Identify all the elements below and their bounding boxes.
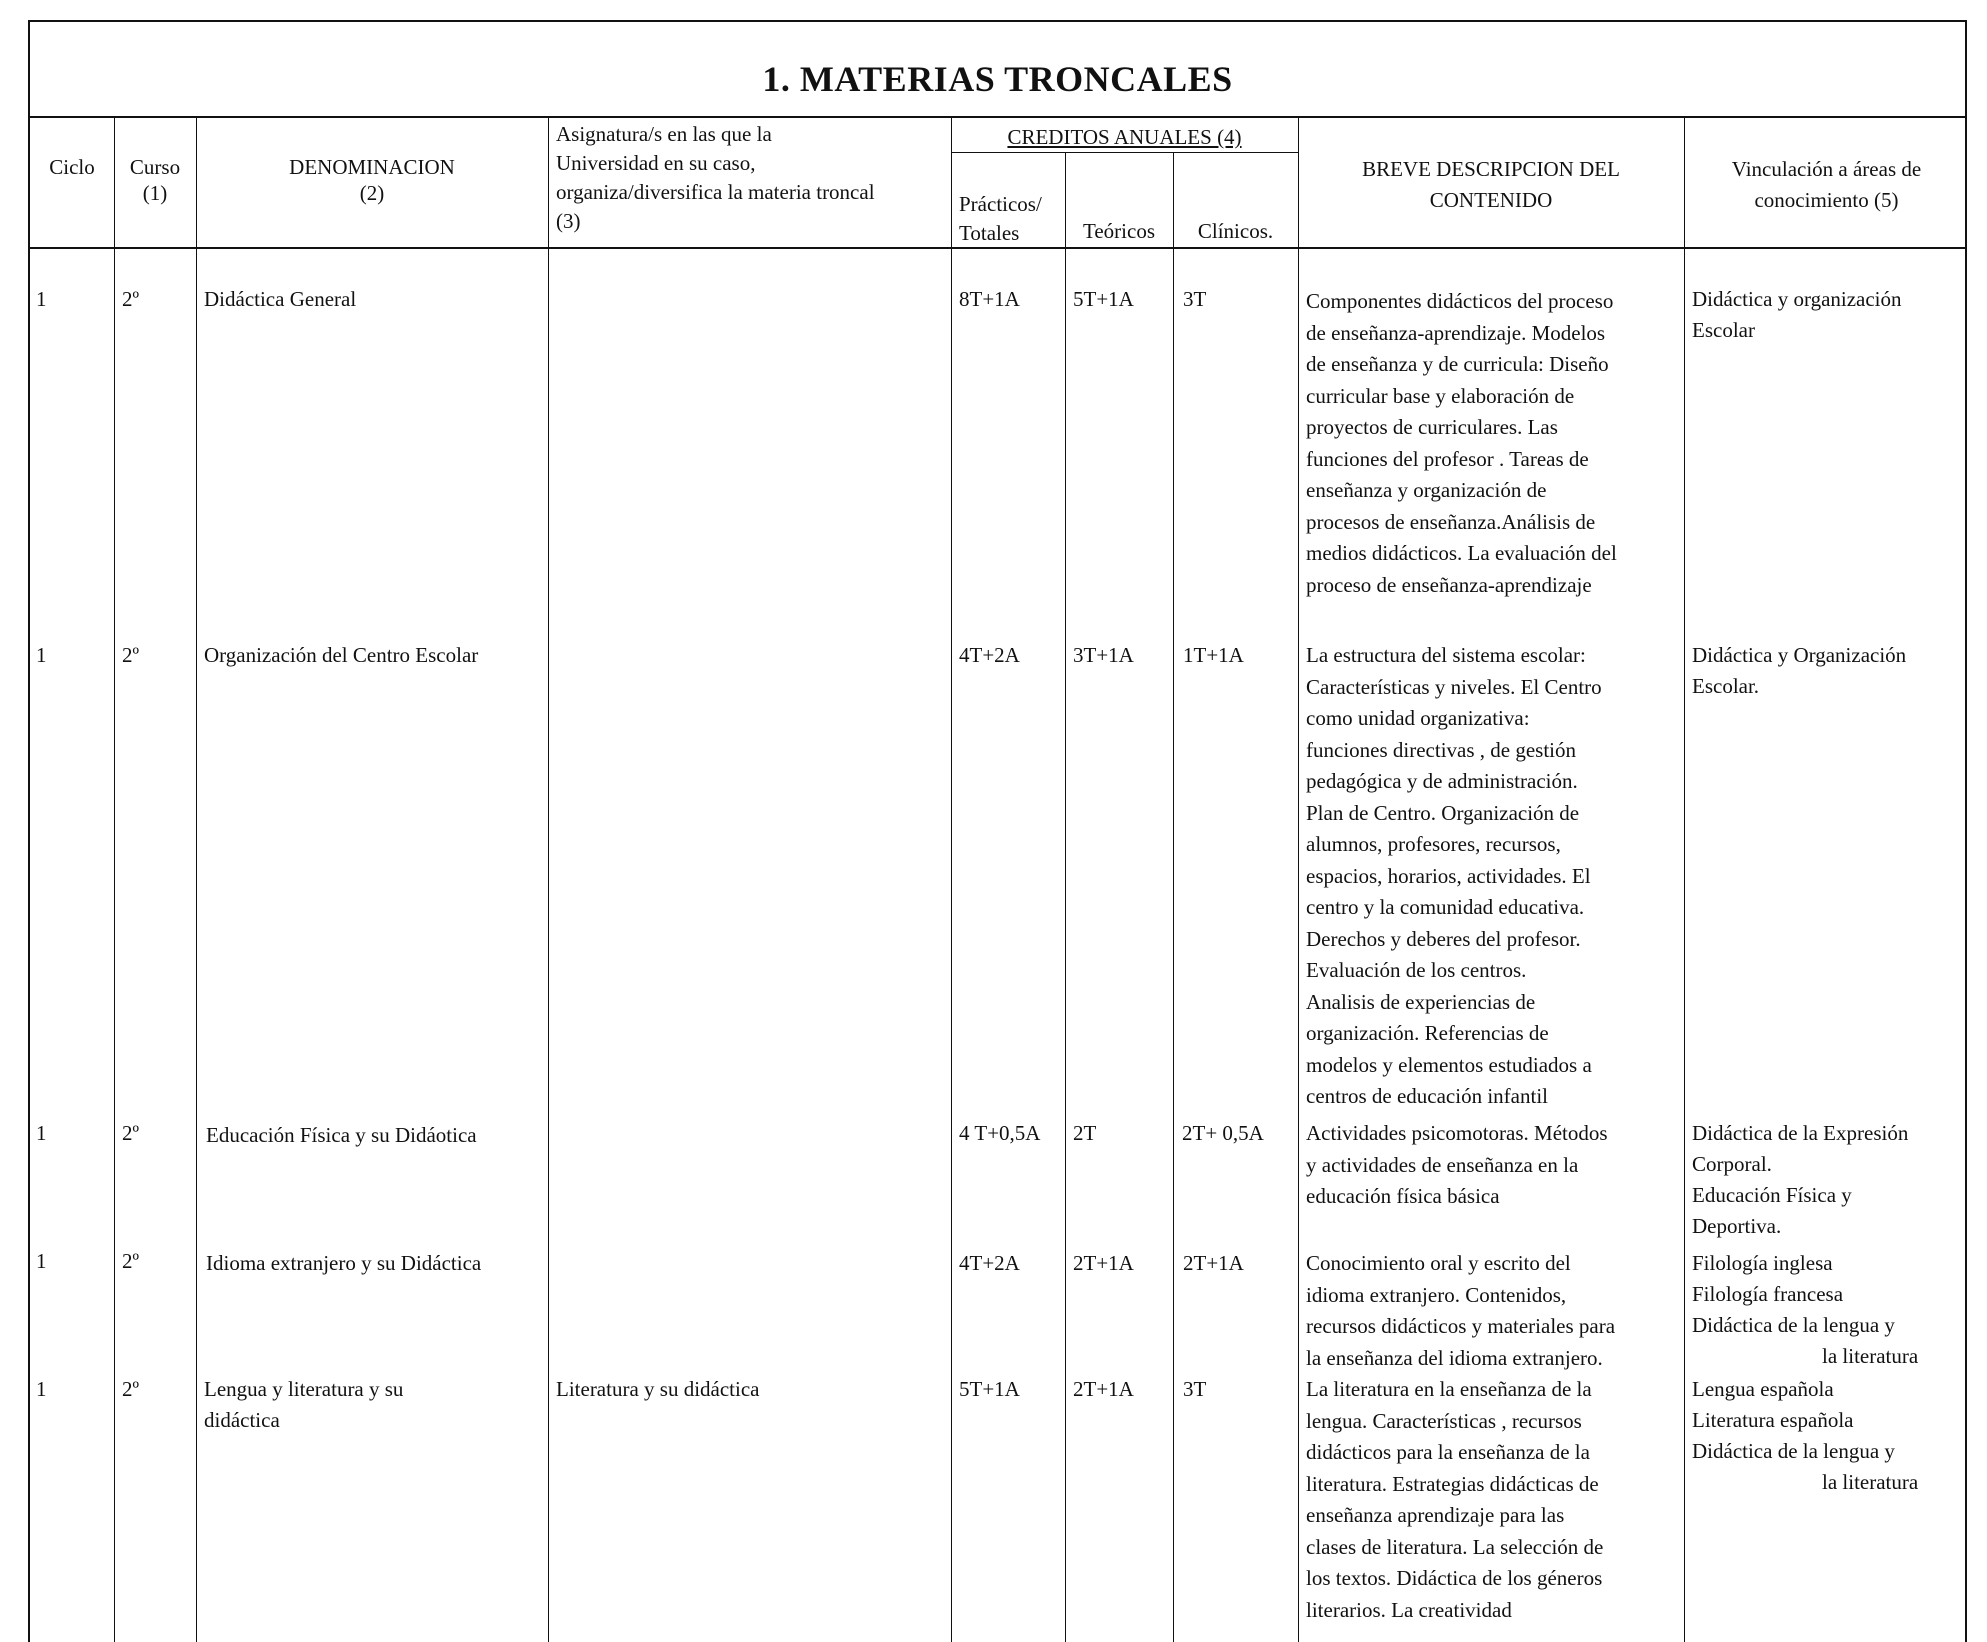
desc-line: de enseñanza-aprendizaje. Modelos bbox=[1306, 320, 1606, 345]
desc-line: de enseñanza y de curricula: Diseño bbox=[1306, 352, 1609, 376]
desc-line: curricular base y elaboración de bbox=[1306, 383, 1575, 408]
row5-curso: 2º bbox=[122, 1377, 140, 1401]
header-practicos-totales bbox=[959, 190, 1065, 248]
row5-asignatura: Literatura y su didáctica bbox=[556, 1377, 760, 1401]
desc-line: La estructura del sistema escolar: bbox=[1306, 643, 1586, 667]
row5-totales: 5T+1A bbox=[959, 1377, 1020, 1401]
row2-denominacion: Organización del Centro Escolar bbox=[204, 643, 479, 667]
desc-line: Componentes didácticos del proceso bbox=[1306, 289, 1614, 313]
row1-descripcion bbox=[1306, 286, 1617, 601]
desc-line: idioma extranjero. Contenidos, bbox=[1306, 1282, 1567, 1307]
row4-descripcion bbox=[1306, 1248, 1615, 1374]
row2-clinicos: 1T+1A bbox=[1183, 643, 1244, 667]
row2-totales: 4T+2A bbox=[959, 643, 1020, 667]
header-asignatura-line: organiza/diversifica la materia troncal bbox=[556, 180, 875, 204]
col-divider-totales bbox=[1065, 152, 1066, 1642]
header-asignatura bbox=[556, 120, 948, 236]
col-divider-asignatura bbox=[951, 118, 952, 1642]
header-denominacion-label: DENOMINACION bbox=[289, 155, 455, 179]
desc-line: enseñanza y organización de bbox=[1306, 478, 1547, 502]
denom-line: Lengua y literatura y su bbox=[204, 1377, 404, 1401]
vinc-line: Didáctica y Organización bbox=[1692, 643, 1907, 667]
row5-teoricos: 2T+1A bbox=[1073, 1377, 1134, 1401]
row3-descripcion bbox=[1306, 1118, 1608, 1213]
vinc-line: Didáctica de la lengua y bbox=[1692, 1313, 1895, 1337]
row5-clinicos: 3T bbox=[1183, 1377, 1207, 1401]
desc-line: didácticos para la enseñanza de la bbox=[1306, 1440, 1590, 1464]
row4-denominacion: Idioma extranjero y su Didáctica bbox=[206, 1251, 482, 1275]
document-page bbox=[28, 20, 1967, 1642]
header-vinculacion bbox=[1684, 154, 1969, 216]
vinc-line: la literatura bbox=[1822, 1470, 1919, 1494]
row1-ciclo: 1 bbox=[36, 287, 47, 311]
desc-line: centro y la comunidad educativa. bbox=[1306, 895, 1585, 919]
vinc-line: Escolar. bbox=[1692, 674, 1760, 698]
header-breve-line: CONTENIDO bbox=[1429, 188, 1553, 212]
row3-curso: 2º bbox=[122, 1121, 140, 1145]
row5-denominacion bbox=[204, 1374, 403, 1436]
desc-line: enseñanza aprendizaje para las bbox=[1306, 1503, 1565, 1527]
desc-line: y actividades de enseñanza en la bbox=[1306, 1152, 1579, 1177]
row4-vinculacion bbox=[1692, 1248, 1918, 1372]
header-totales: Totales bbox=[959, 221, 1020, 245]
row4-curso: 2º bbox=[122, 1249, 140, 1273]
desc-line: Plan de Centro. Organización de bbox=[1306, 800, 1580, 825]
row4-clinicos: 2T+1A bbox=[1183, 1251, 1244, 1275]
page-title: 1. MATERIAS TRONCALES bbox=[762, 59, 1233, 99]
desc-line: espacios, horarios, actividades. El bbox=[1306, 863, 1591, 888]
row5-vinculacion bbox=[1692, 1374, 1918, 1498]
creditos-underline bbox=[951, 152, 1298, 153]
header-breve-line: BREVE DESCRIPCION DEL bbox=[1362, 157, 1620, 181]
row2-ciclo: 1 bbox=[36, 643, 47, 667]
row2-teoricos: 3T+1A bbox=[1073, 643, 1134, 667]
header-denominacion bbox=[196, 154, 548, 207]
col-divider-denominacion bbox=[548, 118, 549, 1642]
row4-teoricos: 2T+1A bbox=[1073, 1251, 1134, 1275]
desc-line: proyectos de curriculares. Las bbox=[1306, 415, 1558, 439]
desc-line: proceso de enseñanza-aprendizaje bbox=[1306, 572, 1592, 597]
vinc-line: Literatura española bbox=[1692, 1408, 1854, 1432]
header-denominacion-note: (2) bbox=[359, 181, 385, 206]
row1-curso: 2º bbox=[122, 287, 140, 311]
header-asignatura-line: Universidad en su caso, bbox=[556, 151, 756, 175]
header-curso-note: (1) bbox=[142, 181, 168, 206]
header-breve-descripcion bbox=[1298, 154, 1684, 216]
col-divider-creditos bbox=[1298, 118, 1299, 1642]
desc-line: Evaluación de los centros. bbox=[1306, 958, 1527, 982]
vinc-line: Didáctica y organización bbox=[1692, 287, 1902, 311]
row4-ciclo: 1 bbox=[36, 1249, 47, 1273]
vinc-line: Lengua española bbox=[1692, 1377, 1834, 1401]
col-divider-ciclo bbox=[114, 118, 115, 1642]
row3-teoricos: 2T bbox=[1073, 1121, 1097, 1145]
col-divider-teoricos bbox=[1173, 152, 1174, 1642]
vinc-line: Didáctica de la lengua y bbox=[1692, 1439, 1895, 1463]
desc-line: literarios. La creatividad bbox=[1306, 1597, 1512, 1622]
row1-totales: 8T+1A bbox=[959, 287, 1020, 311]
row2-curso: 2º bbox=[122, 643, 140, 667]
desc-line: Actividades psicomotoras. Métodos bbox=[1306, 1121, 1608, 1145]
row3-clinicos: 2T+ 0,5A bbox=[1182, 1121, 1264, 1145]
row5-descripcion bbox=[1306, 1374, 1603, 1626]
desc-line: Conocimiento oral y escrito del bbox=[1306, 1251, 1571, 1275]
vinc-line: Filología francesa bbox=[1692, 1282, 1844, 1306]
vinc-line: Escolar bbox=[1692, 318, 1755, 342]
row3-totales: 4 T+0,5A bbox=[959, 1121, 1041, 1145]
row3-vinculacion bbox=[1692, 1118, 1908, 1242]
header-teoricos: Teóricos bbox=[1082, 219, 1155, 243]
row1-clinicos: 3T bbox=[1183, 287, 1207, 311]
vinc-line: Educación Física y bbox=[1692, 1183, 1852, 1207]
desc-line: funciones directivas , de gestión bbox=[1306, 737, 1577, 762]
desc-line: educación física básica bbox=[1306, 1184, 1500, 1208]
desc-line: La literatura en la enseñanza de la bbox=[1306, 1377, 1592, 1401]
row2-vinculacion bbox=[1692, 640, 1906, 702]
desc-line: Analisis de experiencias de bbox=[1306, 989, 1536, 1014]
desc-line: Derechos y deberes del profesor. bbox=[1306, 926, 1581, 951]
col-divider-descripcion bbox=[1684, 118, 1685, 1642]
header-vinculacion-line: conocimiento (5) bbox=[1754, 188, 1899, 212]
vinc-line: la literatura bbox=[1822, 1344, 1919, 1368]
desc-line: clases de literatura. La selección de bbox=[1306, 1534, 1604, 1559]
vinc-line: Deportiva. bbox=[1692, 1214, 1782, 1238]
header-asignatura-line: (3) bbox=[556, 209, 581, 233]
col-divider-curso bbox=[196, 118, 197, 1642]
row1-denominacion: Didáctica General bbox=[204, 287, 357, 311]
header-curso-label: Curso bbox=[129, 155, 181, 179]
header-vinculacion-line: Vinculación a áreas de bbox=[1731, 157, 1922, 181]
header-creditos-anuales: CREDITOS ANUALES (4) bbox=[1007, 125, 1242, 149]
desc-line: como unidad organizativa: bbox=[1306, 706, 1530, 730]
row1-teoricos: 5T+1A bbox=[1073, 287, 1134, 311]
desc-line: la enseñanza del idioma extranjero. bbox=[1306, 1345, 1603, 1370]
header-practicos: Prácticos/ bbox=[959, 192, 1042, 216]
desc-line: alumnos, profesores, recursos, bbox=[1306, 832, 1561, 856]
row2-descripcion bbox=[1306, 640, 1602, 1113]
row3-denominacion: Educación Física y su Didáotica bbox=[206, 1123, 477, 1147]
desc-line: pedagógica y de administración. bbox=[1306, 769, 1578, 793]
desc-line: recursos didácticos y materiales para bbox=[1306, 1314, 1616, 1338]
desc-line: centros de educación infantil bbox=[1306, 1084, 1548, 1108]
row1-vinculacion bbox=[1692, 284, 1902, 346]
row5-ciclo: 1 bbox=[36, 1377, 47, 1401]
row4-totales: 4T+2A bbox=[959, 1251, 1020, 1275]
desc-line: lengua. Características , recursos bbox=[1306, 1408, 1582, 1433]
desc-line: procesos de enseñanza.Análisis de bbox=[1306, 509, 1596, 534]
title-band bbox=[30, 22, 1965, 118]
desc-line: medios didácticos. La evaluación del bbox=[1306, 541, 1617, 565]
vinc-line: Didáctica de la Expresión bbox=[1692, 1121, 1909, 1145]
header-clinicos: Clínicos. bbox=[1197, 219, 1274, 243]
desc-line: los textos. Didáctica de los géneros bbox=[1306, 1566, 1603, 1590]
header-asignatura-line: Asignatura/s en las que la bbox=[556, 122, 772, 146]
row3-ciclo: 1 bbox=[36, 1121, 47, 1145]
desc-line: literatura. Estrategias didácticas de bbox=[1306, 1471, 1599, 1496]
denom-line: didáctica bbox=[204, 1408, 280, 1432]
vinc-line: Filología inglesa bbox=[1692, 1251, 1833, 1275]
desc-line: Características y niveles. El Centro bbox=[1306, 674, 1602, 699]
header-ciclo: Ciclo bbox=[49, 155, 95, 179]
header-curso bbox=[114, 154, 196, 207]
desc-line: funciones del profesor . Tareas de bbox=[1306, 446, 1589, 471]
vinc-line: Corporal. bbox=[1692, 1152, 1772, 1176]
desc-line: organización. Referencias de bbox=[1306, 1021, 1549, 1045]
desc-line: modelos y elementos estudiados a bbox=[1306, 1052, 1592, 1077]
